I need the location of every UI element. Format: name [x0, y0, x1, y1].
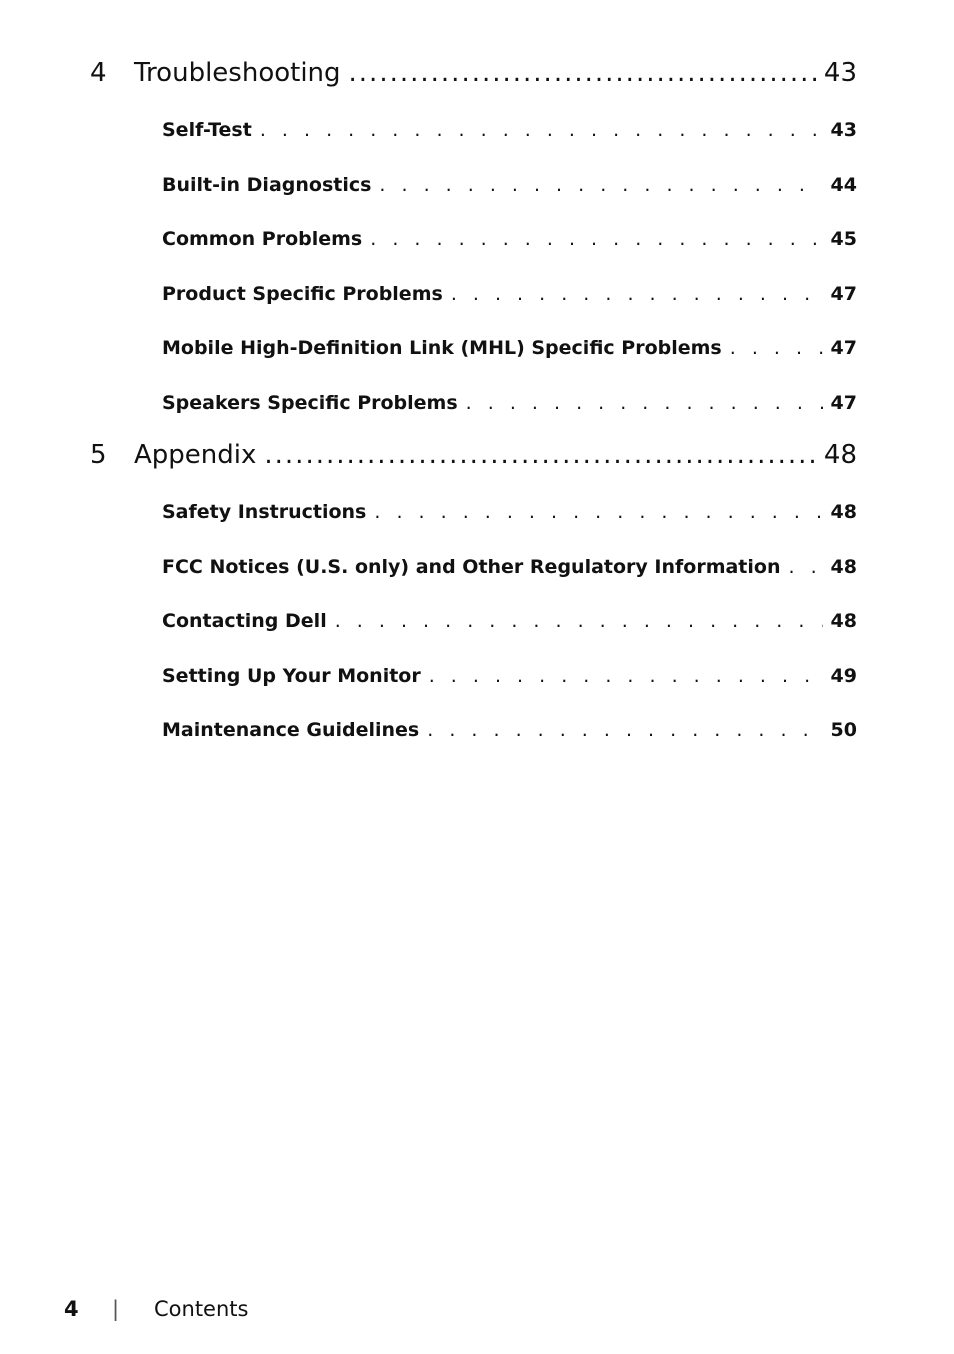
toc-entry-contacting-dell[interactable] [162, 610, 857, 632]
toc-entry-page: 49 [830, 665, 857, 687]
chapter-number: 4 [90, 58, 107, 88]
toc-entry-page: 48 [830, 556, 857, 578]
toc-entry-page: 47 [830, 337, 857, 359]
dot-leader [349, 58, 816, 88]
toc-entry-page: 48 [823, 440, 857, 470]
toc-entry-page: 43 [823, 58, 857, 88]
toc-entry-page: 47 [830, 392, 857, 414]
dot-leader [429, 665, 823, 687]
footer-page-number: 4 [64, 1297, 79, 1321]
dot-leader [335, 610, 823, 632]
toc-entry-safety-instructions[interactable] [162, 501, 857, 523]
dot-leader [370, 228, 822, 250]
toc-entry-page: 43 [830, 119, 857, 141]
dot-leader [264, 440, 816, 470]
chapter-number: 5 [90, 440, 107, 470]
toc-entry-speakers-specific-problems[interactable] [162, 392, 857, 414]
dot-leader [374, 501, 822, 523]
toc-entry-page: 45 [830, 228, 857, 250]
dot-leader [379, 174, 822, 196]
toc-entry-page: 48 [830, 610, 857, 632]
toc-entry-mhl-specific-problems[interactable] [162, 337, 857, 359]
dot-leader [788, 556, 822, 578]
toc-entry-title: Contacting Dell [162, 610, 327, 632]
dot-leader [451, 283, 823, 305]
toc-entry-title: FCC Notices (U.S. only) and Other Regulatory Information [162, 556, 781, 578]
toc-entry-title: Safety Instructions [162, 501, 367, 523]
toc-entry-page: 48 [830, 501, 857, 523]
toc-entry-built-in-diagnostics[interactable] [162, 174, 857, 196]
toc-entry-title: Setting Up Your Monitor [162, 665, 421, 687]
toc-entry-page: 50 [830, 719, 857, 741]
toc-entry-title: Speakers Specific Problems [162, 392, 458, 414]
toc-entry-title: Common Problems [162, 228, 363, 250]
toc-entry-fcc-notices[interactable] [162, 556, 857, 578]
dot-leader [730, 337, 823, 359]
toc-entry-page: 47 [830, 283, 857, 305]
toc-entry-title: Self-Test [162, 119, 252, 141]
toc-entry-title: Product Specific Problems [162, 283, 443, 305]
toc-entry-setting-up-monitor[interactable] [162, 665, 857, 687]
toc-entry-page: 44 [830, 174, 857, 196]
toc-entry-title: Maintenance Guidelines [162, 719, 420, 741]
toc-chapter-troubleshooting[interactable] [90, 58, 857, 88]
toc-entry-common-problems[interactable] [162, 228, 857, 250]
toc-entry-title: Appendix [134, 440, 257, 470]
toc-entry-title: Mobile High-Definition Link (MHL) Specific Problems [162, 337, 722, 359]
toc-chapter-appendix[interactable] [90, 440, 857, 470]
footer-separator: | [112, 1297, 120, 1321]
page-footer [64, 1297, 248, 1321]
dot-leader [260, 119, 823, 141]
toc-entry-product-specific-problems[interactable] [162, 283, 857, 305]
toc-entry-title: Troubleshooting [134, 58, 341, 88]
dot-leader [427, 719, 822, 741]
dot-leader [466, 392, 823, 414]
toc-entry-self-test[interactable] [162, 119, 857, 141]
toc-entry-title: Built-in Diagnostics [162, 174, 372, 196]
toc-entry-maintenance-guidelines[interactable] [162, 719, 857, 741]
footer-section-label: Contents [154, 1297, 249, 1321]
